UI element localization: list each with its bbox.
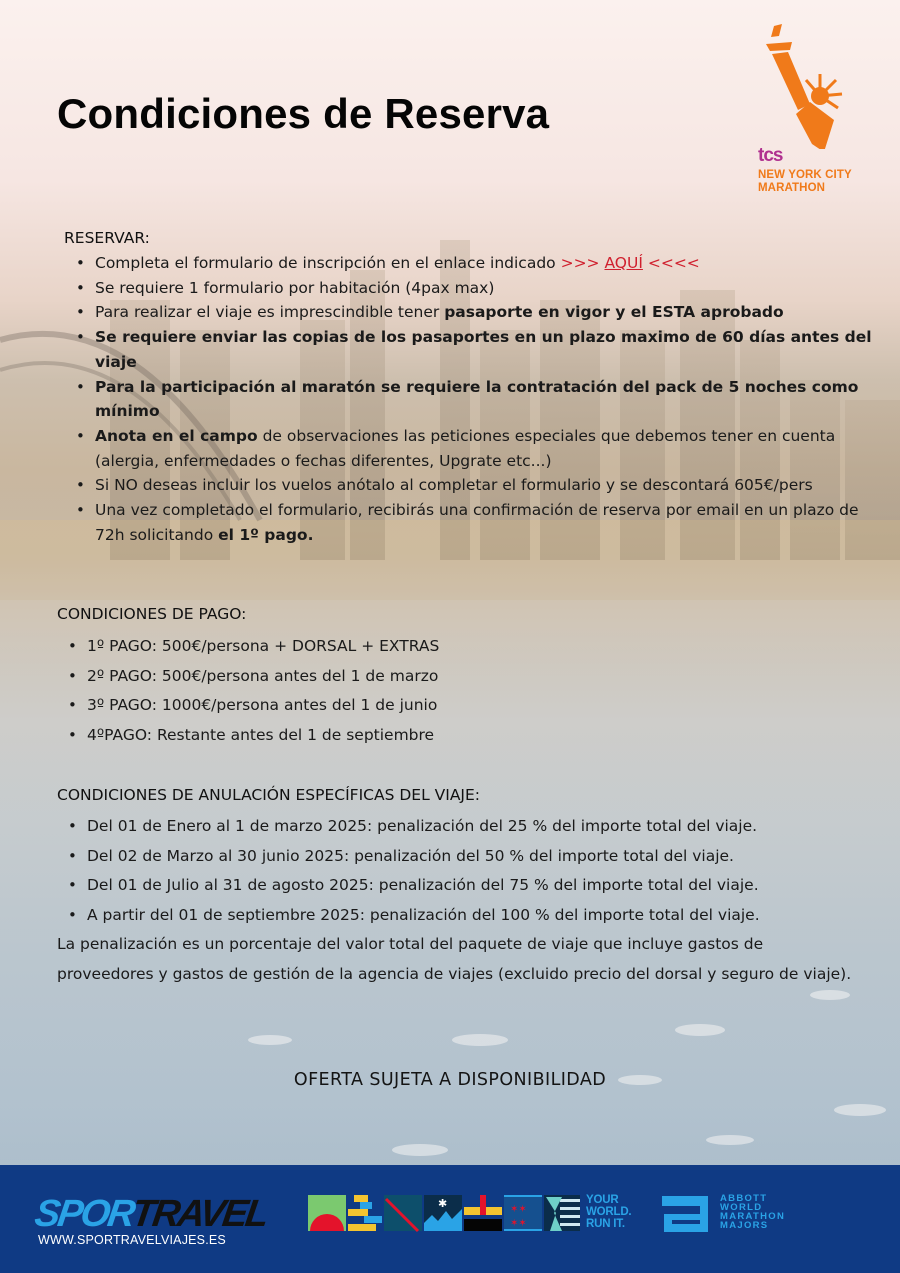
list-item bbox=[65, 276, 875, 301]
page-title: Condiciones de Reserva bbox=[57, 90, 550, 137]
item-bold-text: Para la participación al maratón se requiere la contratación del pack de 5 noches como mínimo bbox=[95, 377, 859, 421]
item-text: Si NO deseas incluir los vuelos anótalo al completar el formulario y se descontará 605€/pers bbox=[95, 476, 813, 495]
anulacion-note: La penalización es un porcentaje del valor total del paquete de viaje que incluye gastos de proveedores y gastos de gestión de la agencia de viajes (excluido precio del dorsal y seguro de viaje). bbox=[57, 935, 852, 983]
svg-text:✱: ✱ bbox=[438, 1197, 448, 1210]
item-bold-text: pasaporte en vigor y el ESTA aprobado bbox=[444, 303, 784, 322]
list-item: • A partir del 01 de septiembre 2025: penalización del 100 % del importe total del viaje. bbox=[57, 901, 877, 931]
event-name-line1: NEW YORK CITY bbox=[758, 169, 852, 181]
pago-list bbox=[57, 632, 557, 750]
world-majors-flags-strip bbox=[308, 1193, 580, 1233]
slogan-line: RUN IT. bbox=[586, 1218, 625, 1230]
flag-berlin-icon bbox=[464, 1195, 502, 1231]
abbott-line: MAJORS bbox=[720, 1220, 769, 1231]
statue-of-liberty-torch-icon bbox=[752, 24, 862, 149]
list-item: • Del 01 de Enero al 1 de marzo 2025: penalización del 25 % del importe total del viaje. bbox=[57, 812, 877, 842]
slogan bbox=[586, 1194, 631, 1230]
svg-text:✶✶: ✶✶ bbox=[510, 1218, 527, 1229]
list-item bbox=[65, 473, 875, 498]
abbott-line: ABBOTT bbox=[720, 1193, 768, 1204]
item-bold-text: Anota en el campo bbox=[95, 426, 258, 445]
item-bold-text: el 1º pago. bbox=[218, 525, 314, 544]
list-item bbox=[65, 251, 875, 276]
list-item: • 4ºPAGO: Restante antes del 1 de septiembre bbox=[57, 721, 557, 751]
item-bold-text: Se requiere enviar las copias de los pasaportes en un plazo maximo de 60 días antes del viaje bbox=[95, 328, 872, 371]
website-link[interactable]: WWW.SPORTRAVELVIAJES.ES bbox=[38, 1233, 226, 1247]
reservar-list bbox=[65, 251, 875, 547]
aqui-link[interactable]: AQUÍ bbox=[604, 254, 643, 272]
footer bbox=[0, 1165, 900, 1273]
abbott-logo-icon bbox=[660, 1194, 710, 1234]
logo-spor: SPOR bbox=[32, 1193, 136, 1235]
list-item bbox=[65, 424, 875, 473]
list-item: • 2º PAGO: 500€/persona antes del 1 de marzo bbox=[57, 662, 557, 692]
abbott-line: WORLD bbox=[720, 1202, 763, 1213]
list-item: • 1º PAGO: 500€/persona + DORSAL + EXTRAS bbox=[57, 632, 557, 662]
logo-travel: TRAVEL bbox=[129, 1193, 270, 1235]
flag-sydney-icon bbox=[424, 1195, 462, 1231]
abbott-line: MARATHON bbox=[720, 1211, 786, 1222]
item-text: de observaciones las peticiones especiales que debemos tener en cuenta (alergia, enfermedades o fechas diferentes, Upgrate etc...) bbox=[95, 426, 836, 470]
anulacion-heading: CONDICIONES DE ANULACIÓN ESPECÍFICAS DEL VIAJE: bbox=[57, 786, 481, 804]
anulacion-list bbox=[57, 812, 877, 931]
svg-text:✶✶: ✶✶ bbox=[510, 1204, 527, 1215]
offer-notice: OFERTA SUJETA A DISPONIBILIDAD bbox=[293, 1070, 607, 1090]
slogan-line: WORLD. bbox=[586, 1206, 632, 1218]
sportravel-logo[interactable] bbox=[32, 1193, 269, 1236]
flag-nyc-icon bbox=[544, 1195, 580, 1231]
arrow-left: >>> bbox=[560, 254, 605, 272]
list-item: • Del 02 de Marzo al 30 junio 2025: penalización del 50 % del importe total del viaje. bbox=[57, 842, 877, 872]
abbott-wmm-text bbox=[720, 1194, 785, 1230]
list-item bbox=[65, 325, 875, 374]
tcs-nyc-marathon-logo bbox=[752, 24, 872, 199]
arrow-right: <<<< bbox=[642, 254, 700, 272]
pago-heading: CONDICIONES DE PAGO: bbox=[57, 605, 247, 623]
flag-london-icon bbox=[384, 1195, 422, 1231]
list-item bbox=[65, 498, 875, 547]
flag-chicago-icon bbox=[504, 1195, 542, 1231]
list-item: • Del 01 de Julio al 31 de agosto 2025: penalización del 75 % del importe total del viaje. bbox=[57, 871, 877, 901]
tcs-logo-text: tcs bbox=[758, 145, 783, 166]
slogan-line: YOUR bbox=[586, 1194, 619, 1206]
event-name-line2: MARATHON bbox=[758, 182, 826, 194]
reservar-heading: RESERVAR: bbox=[64, 229, 150, 247]
flag-tokyo-icon bbox=[308, 1195, 346, 1231]
item-text: Para realizar el viaje es imprescindible tener bbox=[95, 303, 445, 322]
list-item bbox=[65, 300, 875, 325]
item-text: Una vez completado el formulario, recibirás una confirmación de reserva por email en un plazo de 72h solicitando bbox=[95, 501, 859, 544]
list-item bbox=[65, 375, 875, 424]
list-item: • 3º PAGO: 1000€/persona antes del 1 de junio bbox=[57, 691, 557, 721]
item-text: Se requiere 1 formulario por habitación (4pax max) bbox=[95, 278, 495, 297]
flag-boston-icon bbox=[348, 1195, 382, 1231]
item-text: Completa el formulario de inscripción en el enlace indicado bbox=[95, 254, 561, 272]
